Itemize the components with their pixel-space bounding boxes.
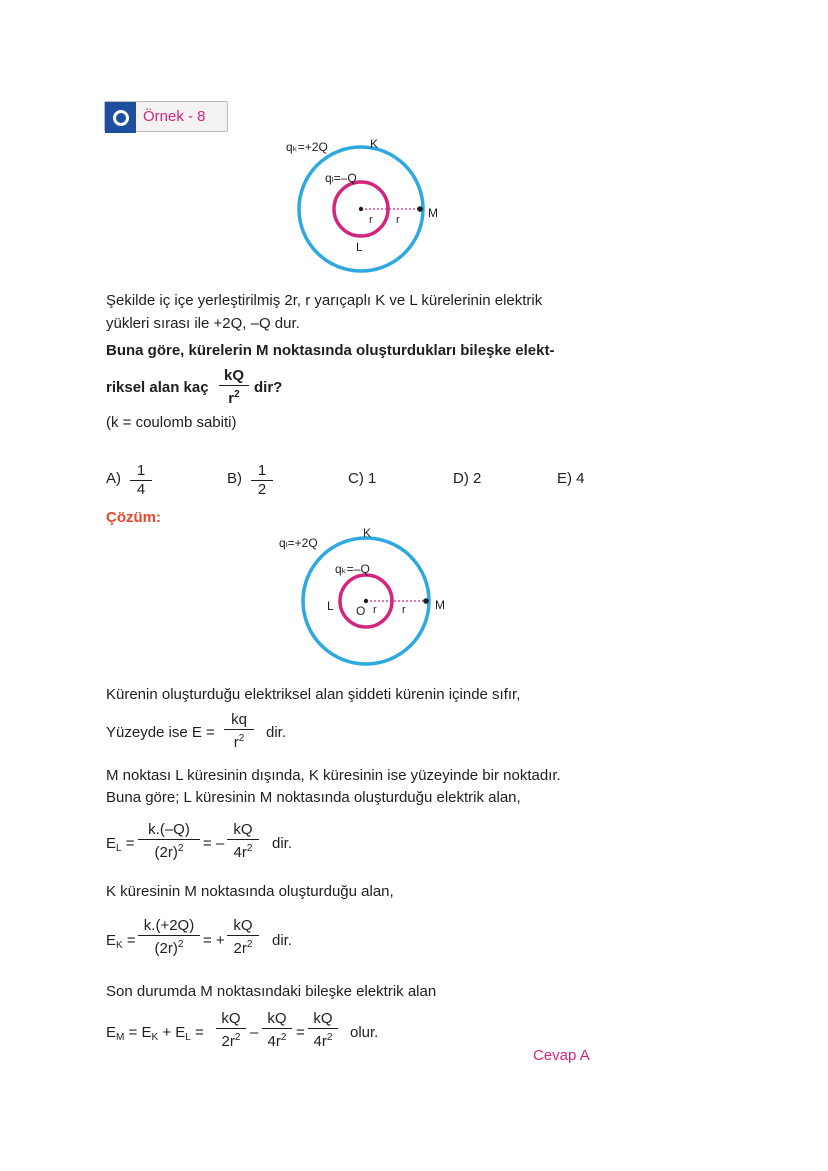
l-label-2: L — [327, 599, 334, 613]
eq3-equals: = — [296, 1024, 305, 1041]
r-label-1: r — [369, 214, 373, 226]
k-label-2: K — [363, 526, 372, 540]
eq3-minus: – — [250, 1024, 259, 1041]
eq2-mid: = + — [203, 932, 225, 949]
example-label: Örnek - 8 — [143, 108, 206, 125]
answer-label: Cevap A — [533, 1047, 590, 1064]
eq3-lhs: $E_M = E_K + E_L$ = — [106, 1024, 204, 1043]
circle-icon — [105, 102, 136, 133]
question-line-2: yükleri sırası ile +2Q, –Q dur. — [106, 315, 300, 332]
eq1-lhs: $E_L$ = — [106, 835, 135, 854]
figure-spheres-solution — [275, 523, 475, 673]
r-label-2: r — [396, 214, 400, 226]
fraction-numerator: kQ — [223, 367, 244, 384]
l-label: L — [356, 240, 363, 254]
ql-label-2: qₗ=+2Q — [279, 536, 318, 550]
eq2-fraction-1: k.(+2Q) $(2r)^2$ — [138, 917, 200, 958]
o-label: O — [356, 604, 366, 618]
option-c[interactable]: C) 1 — [348, 470, 377, 487]
eq2-lhs: $E_K$ = — [106, 932, 136, 951]
r-label-4: r — [402, 604, 406, 616]
eq3-fraction-1: kQ $2r^2$ — [216, 1010, 246, 1051]
option-b-fraction: 1 2 — [251, 462, 273, 499]
solution-p1: Kürenin oluşturduğu elektriksel alan şiddeti kürenin içinde sıfır, — [106, 686, 521, 703]
qk-label-2: qₖ=–Q — [335, 562, 370, 576]
m-label-2: M — [435, 598, 445, 612]
solution-p5: K küresinin M noktasında oluşturduğu alan, — [106, 883, 394, 900]
ql-label: qₗ=–Q — [325, 171, 357, 185]
example-badge — [104, 101, 228, 132]
solution-p2-fraction: kq $r^2$ — [224, 711, 254, 752]
fraction-denominator: r — [228, 390, 235, 407]
option-d[interactable]: D) 2 — [453, 470, 482, 487]
eq2-post: dir. — [272, 932, 293, 949]
question-line-1: Şekilde iç içe yerleştirilmiş 2r, r yarıçaplı K ve L kürelerinin elektrik — [106, 292, 543, 309]
question-bold-1: Buna göre, kürelerin M noktasında oluşturdukları bileşke elekt- — [106, 342, 555, 359]
question-bold-2-pre: riksel alan kaç — [106, 379, 209, 396]
solution-title: Çözüm: — [106, 509, 161, 526]
point-m-dot — [417, 206, 423, 212]
question-bold-2-post: dir? — [254, 379, 283, 396]
eq1-fraction-2: kQ $4r^2$ — [227, 821, 259, 862]
solution-p2-pre: Yüzeyde ise E = — [106, 724, 215, 741]
eq3-fraction-3: kQ $4r^2$ — [308, 1010, 338, 1051]
eq3-post: olur. — [350, 1024, 379, 1041]
solution-p3: M noktası L küresinin dışında, K küresinin ise yüzeyinde bir noktadır. — [106, 767, 561, 784]
eq3-fraction-2: kQ $4r^2$ — [262, 1010, 292, 1051]
center-dot-2 — [364, 599, 368, 603]
question-fraction: kQ $r^2$ — [219, 367, 249, 408]
k-label: K — [370, 137, 379, 151]
m-label: M — [428, 206, 438, 220]
solution-p4: Buna göre; L küresinin M noktasında oluşturduğu elektrik alan, — [106, 789, 521, 806]
figure-spheres-question — [270, 135, 470, 280]
eq1-mid: = – — [203, 835, 225, 852]
solution-p2-post: dir. — [266, 724, 287, 741]
r-label-3: r — [373, 604, 377, 616]
center-dot — [359, 207, 363, 211]
eq2-fraction-2: kQ $2r^2$ — [227, 917, 259, 958]
eq1-post: dir. — [272, 835, 293, 852]
option-a-fraction: 1 4 — [130, 462, 152, 499]
qk-label: qₖ=+2Q — [286, 140, 328, 154]
point-m-dot-2 — [423, 598, 429, 604]
option-e[interactable]: E) 4 — [557, 470, 585, 487]
eq1-fraction-1: k.(–Q) $(2r)^2$ — [138, 821, 200, 862]
question-note: (k = coulomb sabiti) — [106, 414, 237, 431]
solution-p6: Son durumda M noktasındaki bileşke elektrik alan — [106, 983, 437, 1000]
